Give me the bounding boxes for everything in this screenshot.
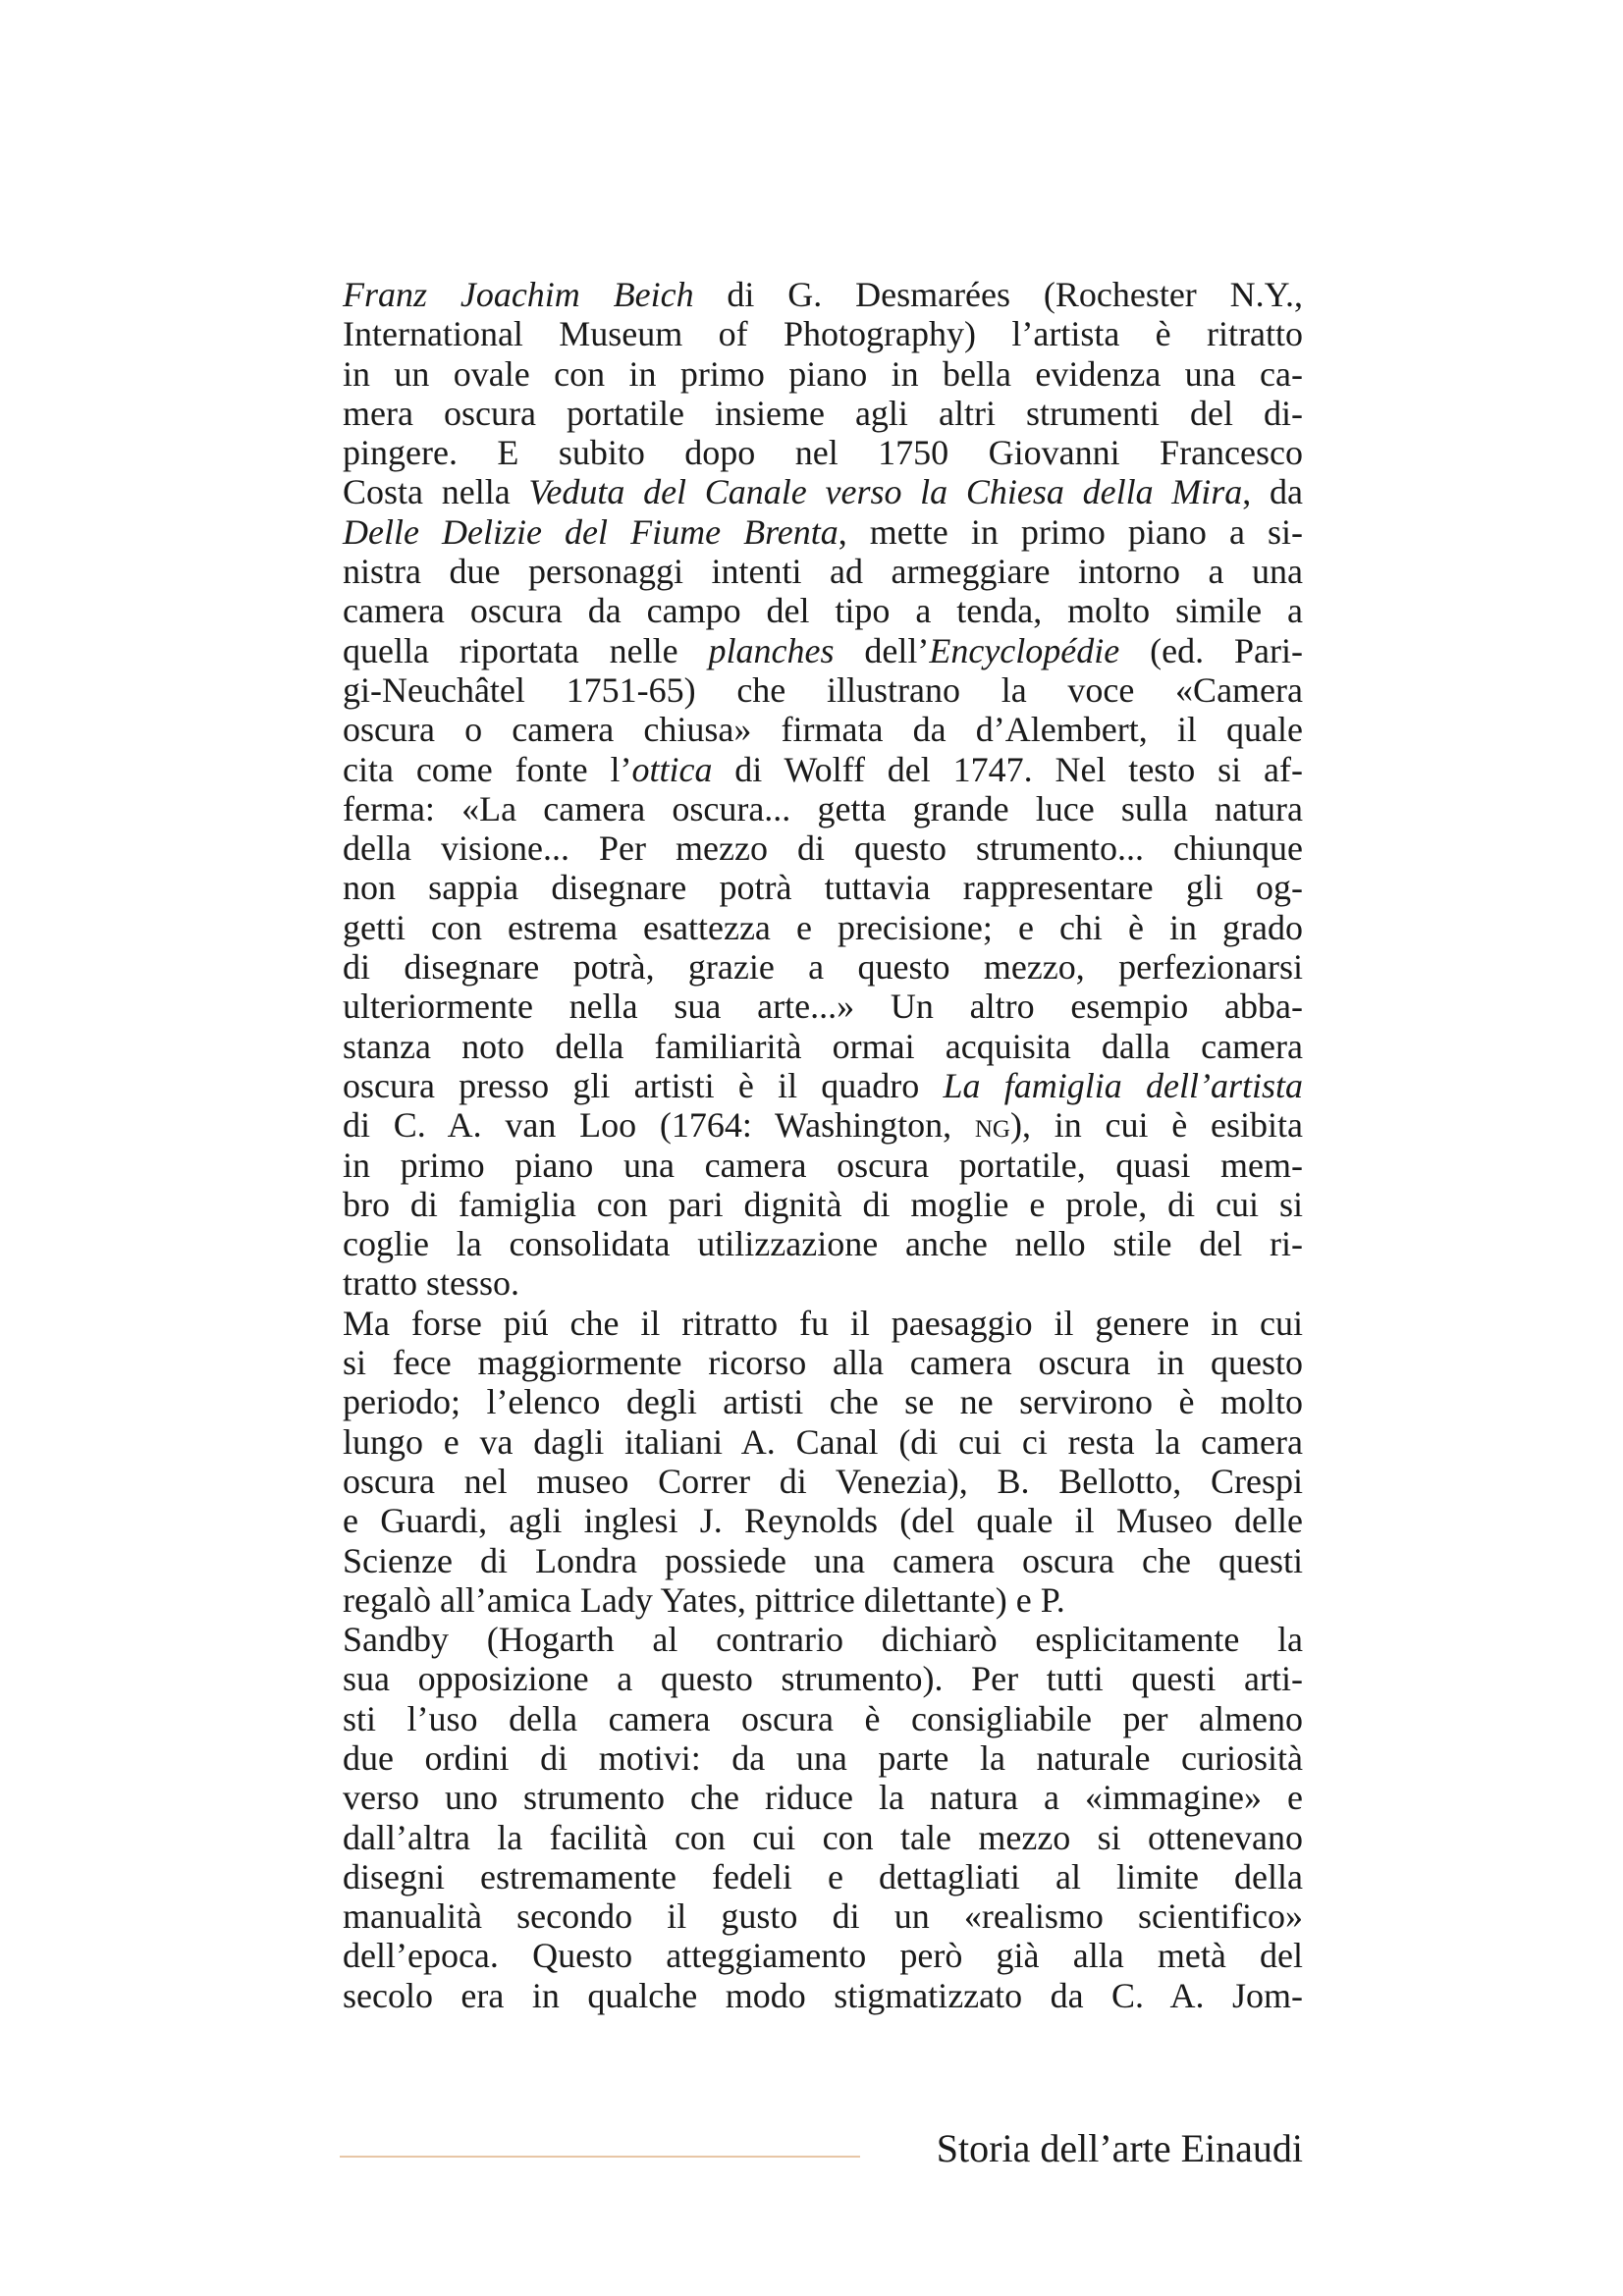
text-segment: camera oscura da campo del tipo a tenda, molto simile a [343,591,1303,631]
text-line [343,1343,1303,1382]
text-line [343,1778,1303,1817]
text-line [343,1105,1303,1145]
text-line [343,947,1303,987]
text-line [343,1382,1303,1421]
text-line [343,1936,1303,1975]
text-segment: della visione... Per mezzo di questo strumento... chiunque [343,828,1303,869]
text-segment: bro di famiglia con pari dignità di moglie e prole, di cui si [343,1184,1303,1224]
text-segment: dell’epoca. Questo atteggiamento però già alla metà del [343,1936,1303,1976]
text-segment: (ed. Pari- [1119,630,1303,670]
text-line [343,1659,1303,1698]
italic-title: Veduta del Canale verso la Chiesa della Mira [528,472,1243,512]
text-segment: periodo; l’elenco degli artisti che se ne servirono è molto [343,1382,1303,1422]
text-line [343,433,1303,472]
text-segment: Ma forse piú che il ritratto fu il paesaggio il genere in cui [343,1303,1303,1343]
italic-title: Delle Delizie del Fiume Brenta [343,511,839,552]
body-text [343,275,1303,2015]
text-segment: Costa nella [343,472,529,512]
text-segment: getti con estrema esattezza e precisione; e chi è in grado [343,907,1303,947]
italic-title: Encyclopédie [929,630,1120,670]
text-segment: sti l’uso della camera oscura è consigliabile per almeno [343,1698,1303,1738]
text-line [343,750,1303,789]
text-segment: International Museum of Photography) l’artista è ritratto [343,314,1303,354]
text-line [343,512,1303,552]
text-line [343,1818,1303,1857]
small-caps-abbrev: ng [974,1105,1010,1146]
text-segment: di G. Desmarées (Rochester N.Y., [693,275,1303,314]
italic-title: ottica [631,749,713,789]
text-line [343,275,1303,314]
text-line [343,1580,1303,1620]
text-segment: regalò all’amica Lady Yates, pittrice dilettante) e P. [343,1579,1065,1620]
text-segment: oscura o camera chiusa» firmata da d’Alembert, il quale [343,710,1303,750]
text-segment: disegni estremamente fedeli e dettagliati al limite della [343,1856,1303,1896]
text-line [343,552,1303,591]
text-segment: nistra due personaggi intenti ad armeggiare intorno a una [343,552,1303,592]
text-segment: verso uno strumento che riduce la natura a «immagine» e [343,1778,1303,1818]
text-line [343,1304,1303,1343]
footer-publisher-label: Storia dell’arte Einaudi [936,2126,1303,2170]
text-segment: , da [1242,472,1303,512]
text-line [343,1501,1303,1540]
text-line [343,1185,1303,1224]
text-line [343,908,1303,947]
text-line [343,1896,1303,1936]
text-segment: oscura nel museo Correr di Venezia), B. Bellotto, Crespi [343,1461,1303,1501]
text-segment: dell’ [834,630,930,670]
text-line [343,1462,1303,1501]
text-line [343,1738,1303,1778]
text-line [343,1066,1303,1105]
text-line [343,868,1303,907]
text-line [343,394,1303,433]
text-line [343,828,1303,868]
footer-rule [340,2156,860,2158]
text-segment: due ordini di motivi: da una parte la naturale curiosità [343,1737,1303,1778]
text-line [343,1263,1303,1303]
text-segment: di disegnare potrà, grazie a questo mezzo, perfezionarsi [343,947,1303,988]
text-line [343,670,1303,710]
text-line [343,1857,1303,1896]
italic-title: planches [708,630,835,670]
text-line [343,789,1303,828]
text-segment: di Wolff del 1747. Nel testo si af- [712,749,1303,789]
text-line [343,710,1303,749]
text-segment: lungo e va dagli italiani A. Canal (di cui ci resta la camera [343,1421,1303,1462]
text-segment: Scienze di Londra possiede una camera oscura che questi [343,1540,1303,1580]
text-segment: dall’altra la facilità con cui con tale mezzo si ottenevano [343,1817,1303,1857]
text-line [343,1224,1303,1263]
text-segment: stanza noto della familiarità ormai acquisita dalla camera [343,1026,1303,1066]
text-segment: cita come fonte l’ [343,749,632,789]
text-line [343,987,1303,1026]
text-segment: ferma: «La camera oscura... getta grande luce sulla natura [343,788,1303,828]
text-segment: , mette in primo piano a si- [838,511,1303,552]
text-line [343,354,1303,394]
text-segment: tratto stesso. [343,1263,519,1304]
text-line [343,1620,1303,1659]
text-line [343,1699,1303,1738]
text-line [343,314,1303,353]
italic-title: La famiglia dell’artista [943,1065,1303,1105]
text-line [343,1146,1303,1185]
text-line [343,1976,1303,2015]
text-segment: gi-Neuchâtel 1751-65) che illustrano la voce «Camera [343,669,1303,710]
text-segment: oscura presso gli artisti è il quadro [343,1065,944,1105]
text-segment: ulteriormente nella sua arte...» Un altro esempio abba- [343,987,1303,1027]
text-line [343,631,1303,670]
text-segment: non sappia disegnare potrà tuttavia rappresentare gli og- [343,868,1303,908]
text-segment: secolo era in qualche modo stigmatizzato da C. A. Jom- [343,1975,1303,2015]
text-segment: ), in cui è esibita [1009,1105,1304,1146]
text-line [343,1422,1303,1462]
italic-title: Franz Joachim Beich [343,275,694,314]
text-line [343,1027,1303,1066]
text-line [343,472,1303,511]
text-segment: si fece maggiormente ricorso alla camera oscura in questo [343,1343,1303,1383]
text-segment: e Guardi, agli inglesi J. Reynolds (del quale il Museo delle [343,1501,1303,1541]
text-segment: sua opposizione a questo strumento). Per tutti questi arti- [343,1659,1303,1699]
text-segment: coglie la consolidata utilizzazione anche nello stile del ri- [343,1224,1303,1264]
text-segment: Sandby (Hogarth al contrario dichiarò esplicitamente la [343,1620,1303,1660]
text-segment: mera oscura portatile insieme agli altri strumenti del di- [343,393,1303,433]
text-line [343,1541,1303,1580]
text-segment: di C. A. van Loo (1764: Washington, [343,1105,975,1146]
text-line [343,591,1303,630]
text-segment: pingere. E subito dopo nel 1750 Giovanni Francesco [343,433,1303,473]
text-segment: manualità secondo il gusto di un «realismo scientifico» [343,1896,1303,1937]
text-segment: in primo piano una camera oscura portatile, quasi mem- [343,1145,1303,1185]
text-segment: quella riportata nelle [343,630,709,670]
text-segment: in un ovale con in primo piano in bella evidenza una ca- [343,353,1303,394]
